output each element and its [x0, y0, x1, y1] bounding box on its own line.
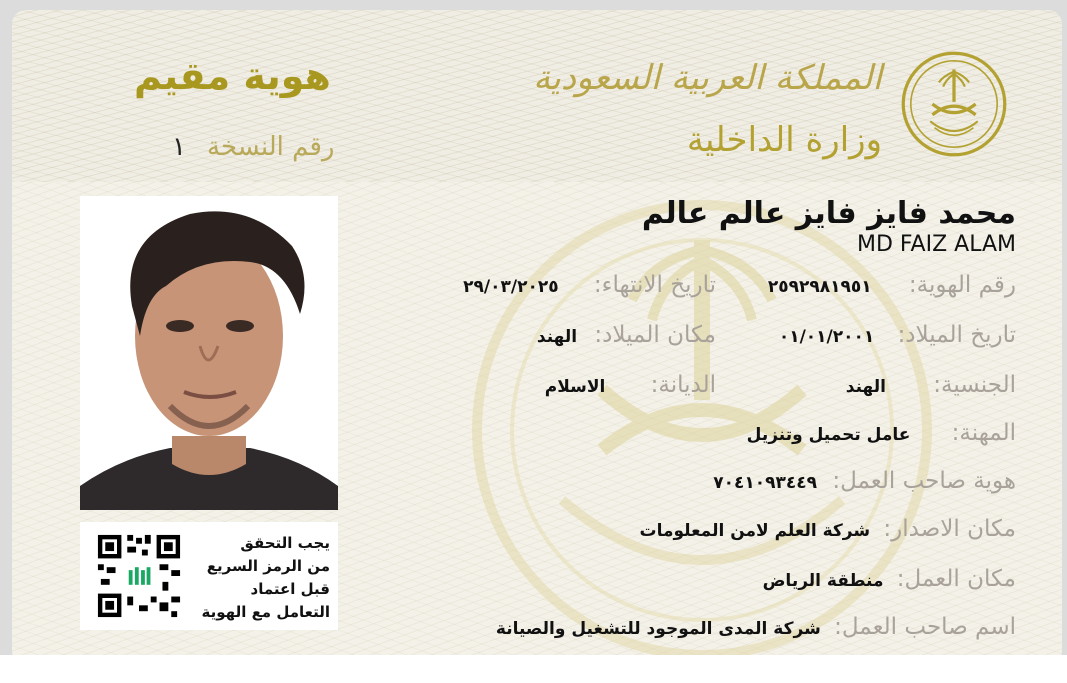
qr-code-icon[interactable] [94, 532, 184, 620]
ministry-name: وزارة الداخلية [686, 120, 882, 160]
name-english: MD FAIZ ALAM [857, 232, 1016, 257]
expiry-value: ٢٩/٠٣/٢٠٢٥ [463, 277, 559, 297]
person-portrait-icon [80, 196, 338, 510]
employer-id-label: هوية صاحب العمل: [832, 468, 1016, 494]
bottom-strip [0, 655, 1067, 683]
work-place-row [763, 566, 1016, 592]
dob-label: تاريخ الميلاد: [897, 322, 1016, 348]
employer-id-row [713, 468, 1016, 494]
qr-instructions [202, 532, 330, 624]
dob-value: ٠١/٠١/٢٠٠١ [778, 327, 875, 347]
nationality-value: الهند [845, 377, 886, 397]
kingdom-name: المملكة العربية السعودية [533, 58, 882, 98]
employer-name-label: اسم صاحب العمل: [834, 614, 1016, 640]
issue-place-row [639, 516, 1016, 542]
id-number-row [768, 272, 1016, 298]
religion-row [545, 372, 716, 398]
copy-number-value: ١ [172, 132, 186, 162]
card-title: هوية مقيم [134, 54, 331, 98]
name-arabic: محمد فايز فايز عالم عالم [641, 196, 1016, 231]
qr-section [80, 522, 338, 630]
saudi-emblem-icon [900, 50, 1008, 158]
copy-number-label: رقم النسخة [207, 132, 335, 162]
qr-line: من الرمز السريع [206, 557, 330, 575]
employer-name-value: شركة المدى الموجود للتشغيل والصيانة [495, 619, 821, 639]
qr-line: قبل اعتماد [250, 580, 330, 598]
pob-row [537, 322, 716, 348]
occupation-label: المهنة: [951, 420, 1016, 446]
occupation-row [747, 420, 1016, 446]
qr-line: يجب التحقق [240, 534, 330, 552]
id-number-value: ٢٥٩٢٩٨١٩٥١ [767, 277, 872, 297]
issue-place-value: شركة العلم لامن المعلومات [639, 521, 871, 541]
id-number-label: رقم الهوية: [908, 272, 1016, 298]
issue-place-label: مكان الاصدار: [883, 516, 1016, 542]
religion-value: الاسلام [544, 377, 606, 397]
expiry-row [463, 272, 716, 298]
pob-label: مكان الميلاد: [594, 322, 716, 348]
occupation-value: عامل تحميل وتنزيل [746, 425, 911, 445]
expiry-label: تاريخ الانتهاء: [593, 272, 716, 298]
nationality-label: الجنسية: [933, 372, 1016, 398]
employer-name-row [496, 614, 1016, 640]
nationality-row [846, 372, 1016, 398]
qr-line: التعامل مع الهوية [201, 603, 330, 621]
religion-label: الديانة: [650, 372, 716, 398]
pob-value: الهند [536, 327, 578, 347]
work-place-label: مكان العمل: [896, 566, 1016, 592]
work-place-value: منطقة الرياض [762, 571, 884, 591]
id-card [12, 10, 1062, 665]
employer-id-value: ٧٠٤١٠٩٣٤٤٩ [713, 473, 818, 493]
person-photo [80, 196, 338, 510]
dob-row [779, 322, 1016, 348]
